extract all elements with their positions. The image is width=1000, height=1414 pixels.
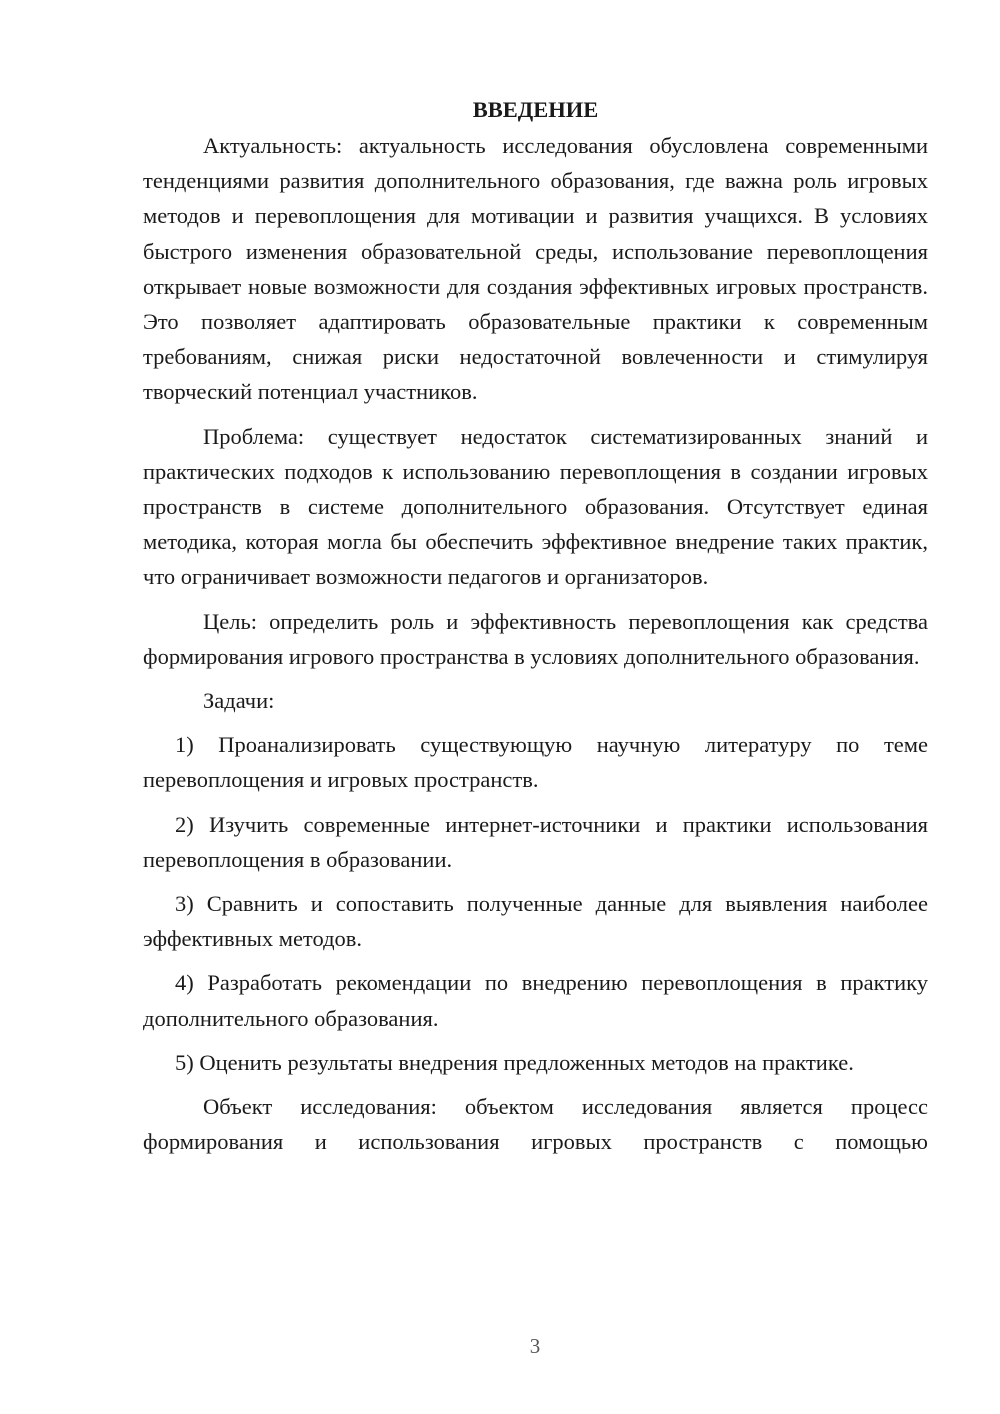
task-item-4: 4) Разработать рекомендации по внедрению перевоплощения в практику дополнительного образования. [143,970,928,1031]
task-item-3: 3) Сравнить и сопоставить полученные данные для выявления наиболее эффективных методов. [143,891,928,952]
paragraph-problem: Проблема: существует недостаток систематизированных знаний и практических подходов к использованию перевоплощения в создании игровых пространств в системе дополнительного образования. Отсутствует единая методика, которая могла бы обеспечить эффективное внедрение таких практик, что ограничивает возможности педагогов и организаторов. [143,423,928,590]
task-item-2: 2) Изучить современные интернет-источники и практики использования перевоплощения в образовании. [143,811,928,872]
section-title: ВВЕДЕНИЕ [472,97,599,122]
page-content [143,92,928,1168]
task-item-1: 1) Проанализировать существующую научную литературу по теме перевоплощения и игровых пространств. [143,732,928,793]
tasks-heading: Задачи: [203,688,275,714]
paragraph-object: Объект исследования: объектом исследования является процесс формирования и использования игровых пространств с помощью [143,1094,928,1155]
paragraph-goal: Цель: определить роль и эффективность перевоплощения как средства формирования игрового пространства в условиях дополнительного образования. [143,608,928,669]
task-item-5: 5) Оценить результаты внедрения предложенных методов на практике. [175,1049,854,1075]
paragraph-relevance: Актуальность: актуальность исследования обусловлена современными тенденциями развития дополнительного образования, где важна роль игровых методов и перевоплощения для мотивации и развития учащихся. В условиях быстрого изменения образовательной среды, использование перевоплощения открывает новые возможности для создания эффективных игровых пространств. Это позволяет адаптировать образовательные практики к современным требованиям, снижая риски недостаточной вовлеченности и стимулируя творческий потенциал участников. [143,133,928,405]
page-number: 3 [529,1334,541,1358]
